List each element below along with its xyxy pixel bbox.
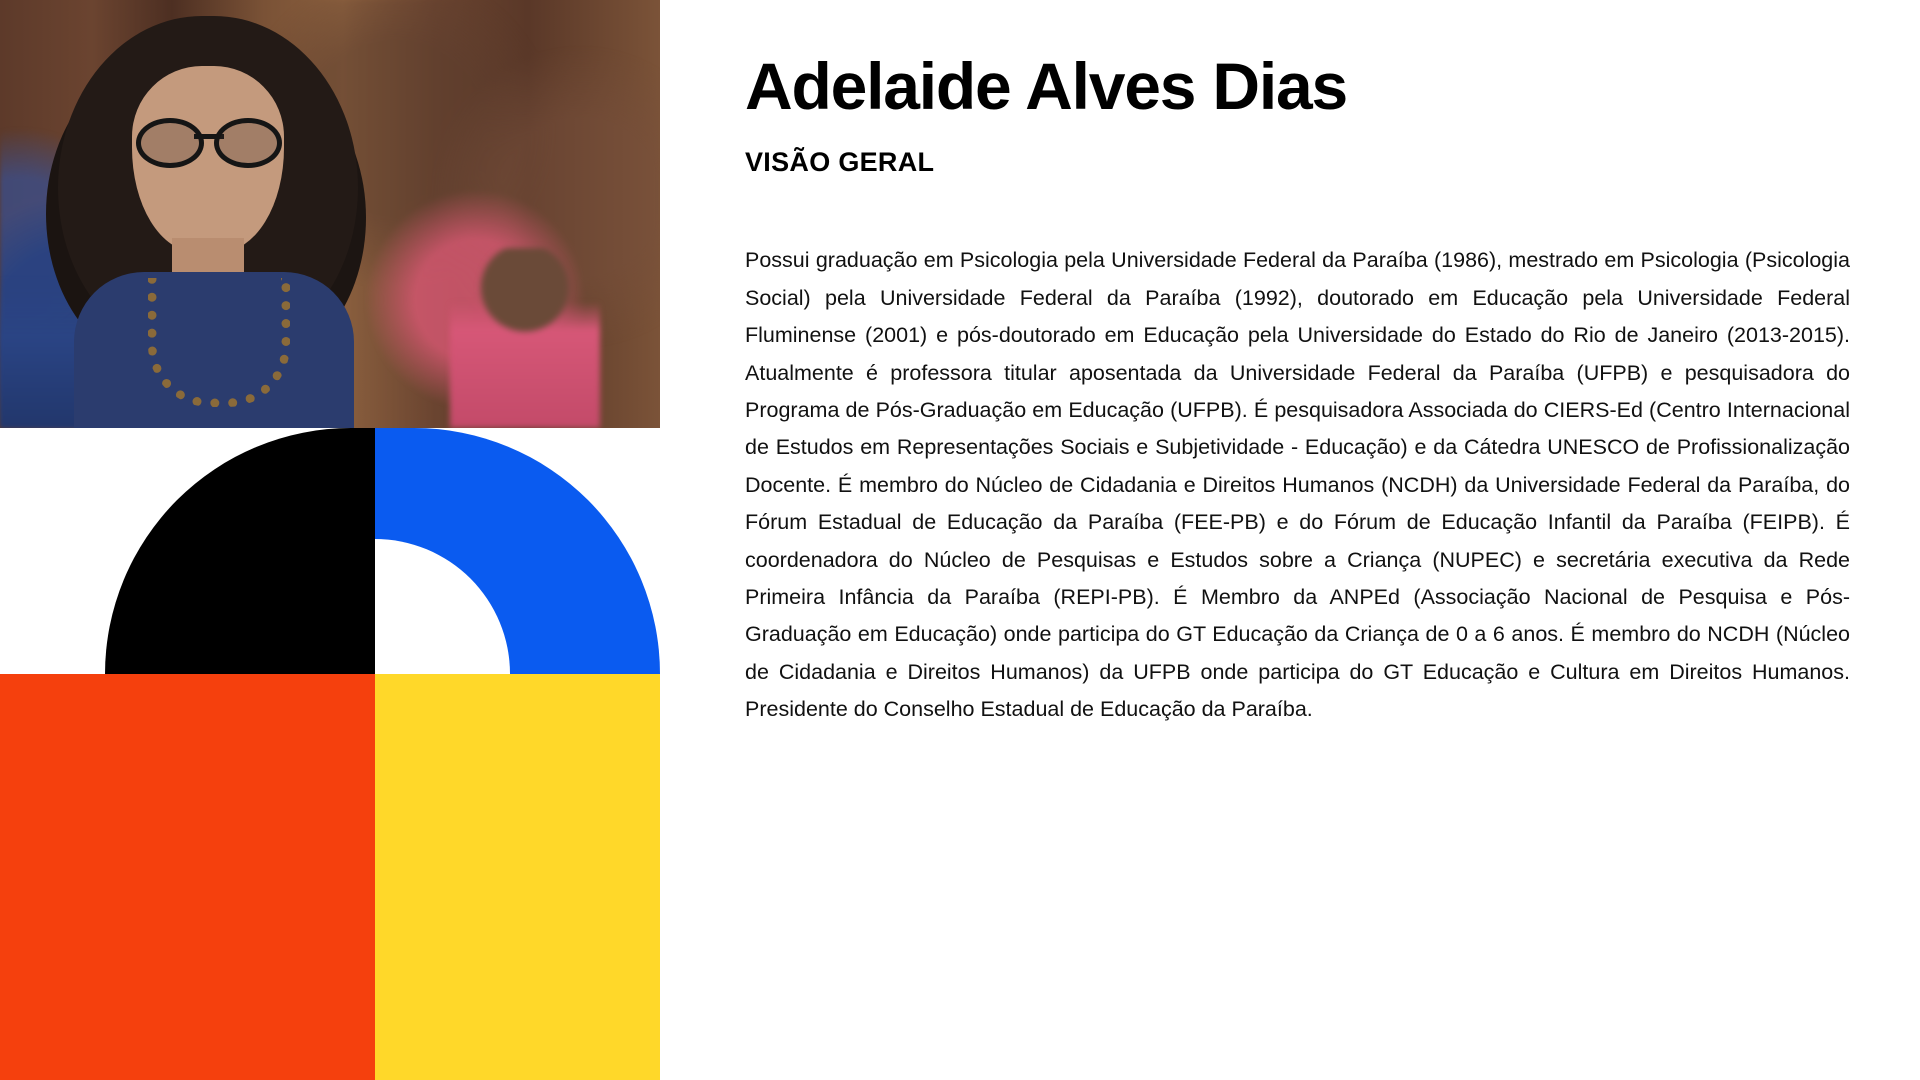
geometric-logo	[0, 428, 660, 1080]
photo-subject	[40, 10, 380, 428]
logo-quarter-blue	[375, 428, 660, 674]
logo-quarter-black	[105, 428, 390, 674]
glasses-left-lens	[136, 118, 204, 168]
subject-necklace	[148, 278, 290, 407]
portrait-photo	[0, 0, 660, 428]
left-column	[0, 0, 660, 1080]
photo-background-person	[450, 248, 600, 428]
section-heading-overview: VISÃO GERAL	[745, 147, 935, 178]
content-column	[660, 0, 1920, 1080]
overview-paragraph: Possui graduação em Psicologia pela Universidade Federal da Paraíba (1986), mestrado em Psicologia (Psicologia Social) pela Universidade Federal da Paraíba (1992), doutorado em Educação pela Universidade Federal Fluminense (2001) e pós-doutorado em Educação pela Universidade do Estado do Rio de Janeiro (2013-2015). Atualmente é professora titular aposentada da Universidade Federal da Paraíba (UFPB) e pesquisadora do Programa de Pós-Graduação em Educação (UFPB). É pesquisadora Associada do CIERS-Ed (Centro Internacional de Estudos em Representações Sociais e Subjetividade - Educação) e da Cátedra UNESCO de Profissionalização Docente. É membro do Núcleo de Cidadania e Direitos Humanos (NCDH) da Universidade Federal da Paraíba, do Fórum Estadual de Educação da Paraíba (FEE-PB) e do Fórum de Educação Infantil da Paraíba (FEIPB). É coordenadora do Núcleo de Pesquisas e Estudos sobre a Criança (NUPEC) e secretária executiva da Rede Primeira Infância da Paraíba (REPI-PB). É Membro da ANPEd (Associação Nacional de Pesquisa e Pós- Graduação em Educação) onde participa do GT Educação da Criança de 0 a 6 anos. É membro do NCDH (Núcleo de Cidadania e Direitos Humanos) da UFPB onde participa do GT Educação e Cultura em Direitos Humanos. Presidente do Conselho Estadual de Educação da Paraíba.	[745, 248, 1850, 722]
logo-quarter-red	[0, 674, 375, 1080]
page-title: Adelaide Alves Dias	[745, 49, 1348, 123]
glasses-right-lens	[214, 118, 282, 168]
glasses-icon	[136, 118, 282, 158]
logo-quarter-yellow	[375, 674, 660, 1080]
